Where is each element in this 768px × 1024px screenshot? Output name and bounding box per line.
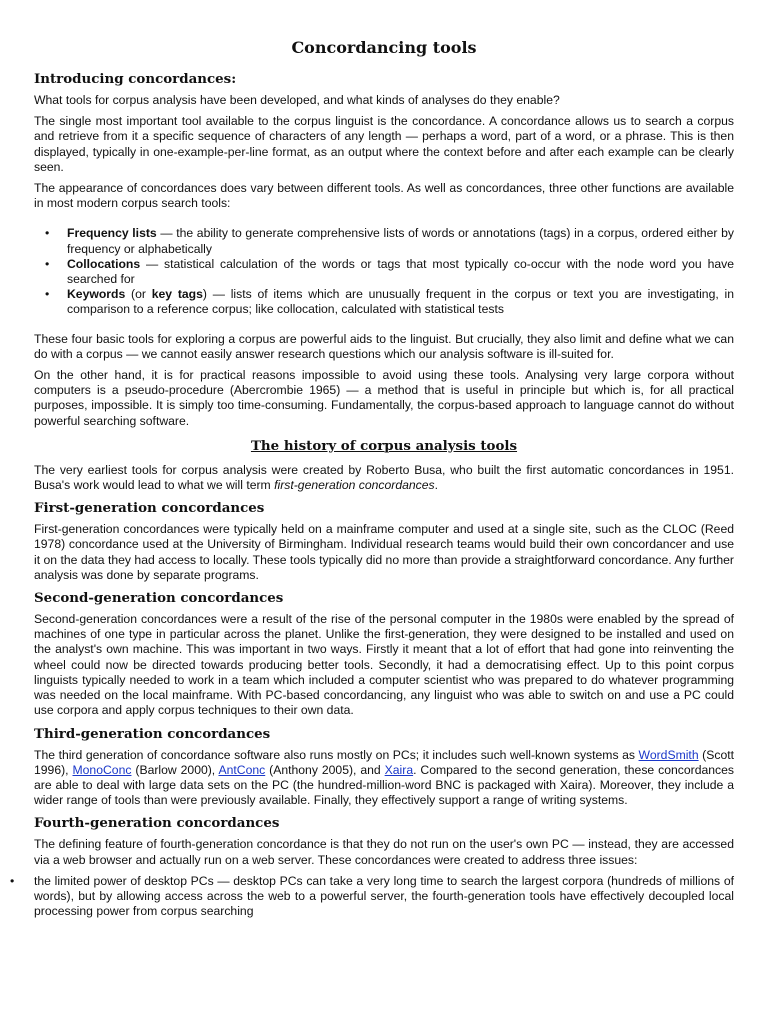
gen1-paragraph: First-generation concordances were typically held on a mainframe computer and used at a single site, such as the CLOC (Reed 1978) concordance used at the University of Birmingham. Individual research teams would build their own concordancer and use it on the data they had access to locally. These tools typically did no more than provide a straightforward concordance. Any further analysis was done by separate programs.: [34, 522, 734, 582]
intro-paragraph-1: The single most important tool available to the corpus linguist is the concordance. A concordance allows us to search a corpus and retrieve from it a specific sequence of characters of any length — perhaps a word, part of a word, or a phrase. This is then displayed, typically in one-example-per-line format, as an output where the context before and after each example can be clearly seen.: [34, 114, 734, 174]
gen3-text-2: (Scott 1996),: [34, 747, 735, 777]
antconc-link[interactable]: AntConc: [218, 762, 266, 777]
keywords-mid: (or: [125, 287, 152, 302]
wordsmith-link[interactable]: WordSmith: [638, 747, 699, 762]
history-text-a: The very earliest tools for corpus analysis were created by Roberto Busa, who built the first automatic concordances in 1951. Busa's work would lead to what we will term: [34, 462, 734, 493]
intro-heading: Introducing concordances:: [34, 71, 237, 87]
gen4-issues-list: [34, 874, 734, 920]
monoconc-link[interactable]: MonoConc: [72, 762, 132, 777]
desc-keywords: ) — lists of items which are unusually frequent in the corpus or text you are investigating, in comparison to a reference corpus; like collocation, calculated with statistical tests: [67, 287, 735, 317]
term-key-tags: key tags: [151, 287, 203, 302]
page-title: Concordancing tools: [291, 38, 477, 57]
gen3-text-3: (Barlow 2000),: [131, 762, 219, 777]
history-paragraph: [34, 463, 734, 493]
gen2-heading: Second-generation concordances: [34, 590, 284, 607]
history-text-b: .: [434, 478, 439, 493]
intro-paragraph-4: On the other hand, it is for practical reasons impossible to avoid using these tools. Analysing very large corpora without computers is a pseudo-procedure (Abercrombie 1965) — a method that is useful in principle but which is, for all practical purposes, impossible. It is simply too time-consuming. Fundamentally, the corpus-based approach to language cannot do without powerful searching software.: [34, 368, 734, 428]
list-item-desktop-power: • the limited power of desktop PCs — desktop PCs can take a very long time to search the largest corpora (hundreds of millions of words), but by allowing access across the web to a powerful server, the fourth-generation tools have effectively decoupled local processing power from corpus searching: [0, 874, 734, 920]
gen3-text-4: (Anthony 2005), and: [265, 762, 385, 777]
history-emphasis: first-generation concordances: [274, 478, 435, 493]
list-item-frequency-lists: [34, 226, 734, 256]
desc-frequency-lists: — the ability to generate comprehensive lists of words or annotations (tags) in a corpus, ordered either by frequency or alphabetically: [67, 226, 734, 256]
term-frequency-lists: Frequency lists: [67, 226, 157, 241]
intro-paragraph-3: These four basic tools for exploring a corpus are powerful aids to the linguist. But crucially, they also limit and define what we can do with a corpus — we cannot easily answer research questions which our analysis software is ill-suited for.: [34, 331, 734, 361]
desc-collocations: — statistical calculation of the words or tags that most typically co-occur with the node word you have searched for: [67, 256, 734, 287]
intro-question: What tools for corpus analysis have been developed, and what kinds of analyses do they enable?: [34, 93, 560, 107]
gen4-paragraph: The defining feature of fourth-generation concordance is that they do not run on the user's own PC — instead, they are accessed via a web browser and actually run on a web server. These concordances were created to address three issues:: [34, 837, 734, 867]
gen1-heading: First-generation concordances: [34, 500, 265, 517]
gen3-text-5: . Compared to the second generation, these concordances are able to deal with large data sets on the PC (the hundred-million-word BNC is packaged with Xaira). Moreover, they include a wider range of tools than were previously available. Finally, they effectively support a range of writing systems.: [34, 762, 735, 808]
intro-paragraph-2: The appearance of concordances does vary between different tools. As well as concordances, three other functions are available in most modern corpus search tools:: [34, 181, 734, 211]
list-item-keywords: [34, 287, 734, 317]
term-keywords: Keywords: [67, 287, 126, 302]
list-item-collocations: [34, 257, 734, 287]
history-heading: The history of corpus analysis tools: [250, 437, 518, 454]
tool-functions-list: [34, 226, 734, 317]
gen4-heading: Fourth-generation concordances: [34, 815, 280, 832]
gen3-heading: Third-generation concordances: [34, 725, 271, 742]
gen3-text-1: The third generation of concordance software also runs mostly on PCs; it includes such well-known systems as: [34, 747, 639, 762]
gen3-paragraph: [34, 748, 734, 809]
term-collocations: Collocations: [67, 256, 141, 271]
gen2-paragraph: Second-generation concordances were a result of the rise of the personal computer in the 1980s were enabled by the spread of machines of one type in particular across the planet. Unlike the first-generation, they were designed to be installed and used on the analyst's own machine. This was important in two ways. Firstly it meant that a lot of effort that had gone into reinventing the wheel could now be directed towards producing better tools. Secondly, it had a democratising effect. Up to this point corpus linguists typically needed to work in a team which included a computer scientist who was prepared to do whatever programming was needed on the local mainframe. With PC-based concordancing, any linguist who was able to switch on and use a PC could use corpora and apply corpus techniques to their own data.: [34, 612, 734, 718]
xaira-link[interactable]: Xaira: [384, 762, 414, 777]
